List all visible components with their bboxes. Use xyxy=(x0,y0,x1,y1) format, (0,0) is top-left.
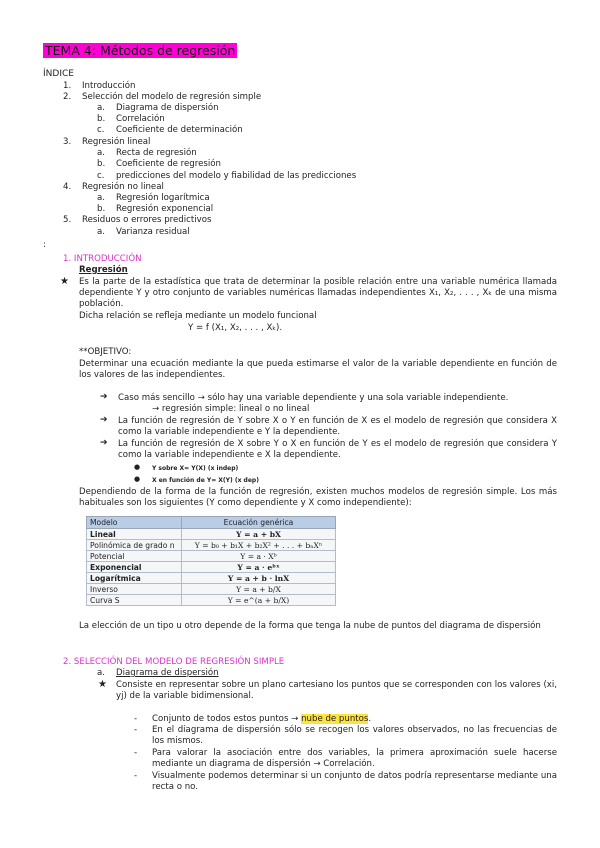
model-cell: Curva S xyxy=(87,595,182,606)
dash-bullet: - xyxy=(134,714,138,724)
section2-sub-num: a. xyxy=(97,668,105,678)
toc-num: 3. xyxy=(63,137,72,147)
toc-num: 5. xyxy=(63,215,72,225)
section1-para3: Dependiendo de la forma de la función de regresión, existen muchos modelos de regresión simple. Los más habituales son los siguientes (Y como dependiente y X como independiente): xyxy=(79,487,557,509)
section1-formula: Y = f (X₁, X₂, . . . , Xₖ). xyxy=(188,323,283,333)
arrow-bullet-icon: ➔ xyxy=(100,392,108,402)
dash-bullet: - xyxy=(134,748,138,758)
table-row xyxy=(87,584,336,595)
model-cell: Logarítmica xyxy=(87,573,182,584)
toc-subitem: predicciones del modelo y fiabilidad de las predicciones xyxy=(116,171,357,181)
model-cell: Potencial xyxy=(87,551,182,562)
table-row xyxy=(87,573,336,584)
objetivo-text: Determinar una ecuación mediante la que pueda estimarse el valor de la variable dependiente en función de los valores de las independientes. xyxy=(79,359,557,381)
section1-para4: La elección de un tipo u otro depende de la forma que tenga la nube de puntos del diagrama de dispersión xyxy=(79,621,541,631)
table-header-model: Modelo xyxy=(87,517,182,529)
toc-item: Introducción xyxy=(82,81,136,91)
bullet1-text: Y sobre X= Y(X) (x indep) xyxy=(152,465,239,472)
equation-cell: Y = a · Xᵇ xyxy=(182,551,336,562)
section2-subheading: Diagrama de dispersión xyxy=(116,668,219,678)
section2-star-text: Consiste en representar sobre un plano cartesiano los puntos que se corresponden con los valores (xi, yj) de la variable bidimensional. xyxy=(116,680,557,702)
table-row xyxy=(87,562,336,573)
section1-heading: 1. INTRODUCCIÓN xyxy=(63,254,142,264)
toc-item: Regresión no lineal xyxy=(82,182,164,192)
section1-para1: Es la parte de la estadística que trata de determinar la posible relación entre una variable numérica llamada dependiente Y y otro conjunto de variables numéricas llamadas independientes X₁, X₂, . . . , Xₖ de una misma población. xyxy=(79,277,557,310)
arrow3-text: La función de regresión de X sobre Y o X en función de Y es el modelo de regresión que considera Y como la variable independiente e X la dependiente. xyxy=(118,439,557,461)
table-row xyxy=(87,529,336,540)
dash-bullet: - xyxy=(134,771,138,781)
model-cell: Exponencial xyxy=(87,562,182,573)
section1-para2: Dicha relación se refleja mediante un modelo funcional xyxy=(79,311,317,321)
arrow1b-text: → regresión simple: lineal o no lineal xyxy=(152,404,310,414)
stray-colon: : xyxy=(43,240,46,250)
toc-sub-num: b. xyxy=(97,114,106,124)
section1-subheading: Regresión xyxy=(79,265,128,275)
equation-cell: Y = a + b/X xyxy=(182,584,336,595)
toc-sub-num: a. xyxy=(97,227,105,237)
dot-bullet-icon: ● xyxy=(134,475,141,483)
dot-bullet-icon: ● xyxy=(134,463,141,471)
toc-num: 2. xyxy=(63,92,72,102)
arrow-bullet-icon: ➔ xyxy=(100,415,108,425)
dash1-text xyxy=(152,714,371,725)
dash1-post: . xyxy=(368,714,372,724)
arrow2-text: La función de regresión de Y sobre X o Y en función de X es el modelo de regresión que considera X como la variable independiente e Y la dependiente. xyxy=(118,416,557,438)
toc-item: Selección del modelo de regresión simple xyxy=(82,92,262,102)
star-bullet-icon: ★ xyxy=(60,276,69,287)
dash3-text: Para valorar la asociación entre dos variables, la primera aproximación suele hacerse mediante un diagrama de dispersión → Correlación. xyxy=(152,748,557,770)
dash-bullet: - xyxy=(134,725,138,735)
table-header-equation: Ecuación genérica xyxy=(182,517,336,529)
table-row xyxy=(87,595,336,606)
toc-sub-num: a. xyxy=(97,103,105,113)
table-header-row xyxy=(87,517,336,529)
toc-item: Residuos o errores predictivos xyxy=(82,215,212,225)
toc-sub-num: b. xyxy=(97,204,106,214)
toc-subitem: Coeficiente de regresión xyxy=(116,159,221,169)
model-cell: Inverso xyxy=(87,584,182,595)
table-row xyxy=(87,540,336,551)
regression-models-table xyxy=(86,516,336,606)
model-cell: Polinómica de grado n xyxy=(87,540,182,551)
objetivo-label: **OBJETIVO: xyxy=(79,347,132,357)
highlight-nube-de-puntos: nube de puntos xyxy=(301,714,369,724)
arrow-bullet-icon: ➔ xyxy=(100,438,108,448)
dash2-text: En el diagrama de dispersión sólo se recogen los valores observados, no las frecuencias de los mismos. xyxy=(152,725,557,747)
page-title: TEMA 4: Métodos de regresión xyxy=(45,43,236,58)
star-bullet-icon: ★ xyxy=(98,679,107,690)
toc-num: 4. xyxy=(63,182,72,192)
dash4-text: Visualmente podemos determinar si un conjunto de datos podría representarse mediante una recta o no. xyxy=(152,771,557,793)
equation-cell: Y = b₀ + b₁X + b₂X² + . . . + bₙXⁿ xyxy=(182,540,336,551)
equation-cell: Y = a · eᵇˣ xyxy=(182,562,336,573)
table-row xyxy=(87,551,336,562)
equation-cell: Y = a + b · lnX xyxy=(182,573,336,584)
toc-subitem: Varianza residual xyxy=(116,227,190,237)
toc-sub-num: c. xyxy=(97,171,105,181)
toc-subitem: Regresión exponencial xyxy=(116,204,214,214)
bullet2-text: X en función de Y= X(Y) (x dep) xyxy=(152,477,259,484)
toc-sub-num: a. xyxy=(97,193,105,203)
toc-subitem: Correlación xyxy=(116,114,165,124)
toc-subitem: Coeficiente de determinación xyxy=(116,125,243,135)
toc-item: Regresión lineal xyxy=(82,137,151,147)
section2-heading: 2. SELECCIÓN DEL MODELO DE REGRESIÓN SIMPLE xyxy=(63,657,285,667)
toc-num: 1. xyxy=(63,81,72,91)
dash1-pre: Conjunto de todos estos puntos → xyxy=(152,714,302,724)
model-cell: Lineal xyxy=(87,529,182,540)
toc-sub-num: b. xyxy=(97,159,106,169)
toc-subitem: Diagrama de dispersión xyxy=(116,103,219,113)
equation-cell: Y = a + bX xyxy=(182,529,336,540)
equation-cell: Y = e^(a + b/X) xyxy=(182,595,336,606)
toc-sub-num: c. xyxy=(97,125,105,135)
toc-subitem: Recta de regresión xyxy=(116,148,197,158)
toc-subitem: Regresión logarítmica xyxy=(116,193,210,203)
toc-sub-num: a. xyxy=(97,148,105,158)
arrow1-text: Caso más sencillo → sólo hay una variable dependiente y una sola variable independiente. xyxy=(118,393,509,403)
index-heading: ÍNDICE xyxy=(43,69,74,79)
